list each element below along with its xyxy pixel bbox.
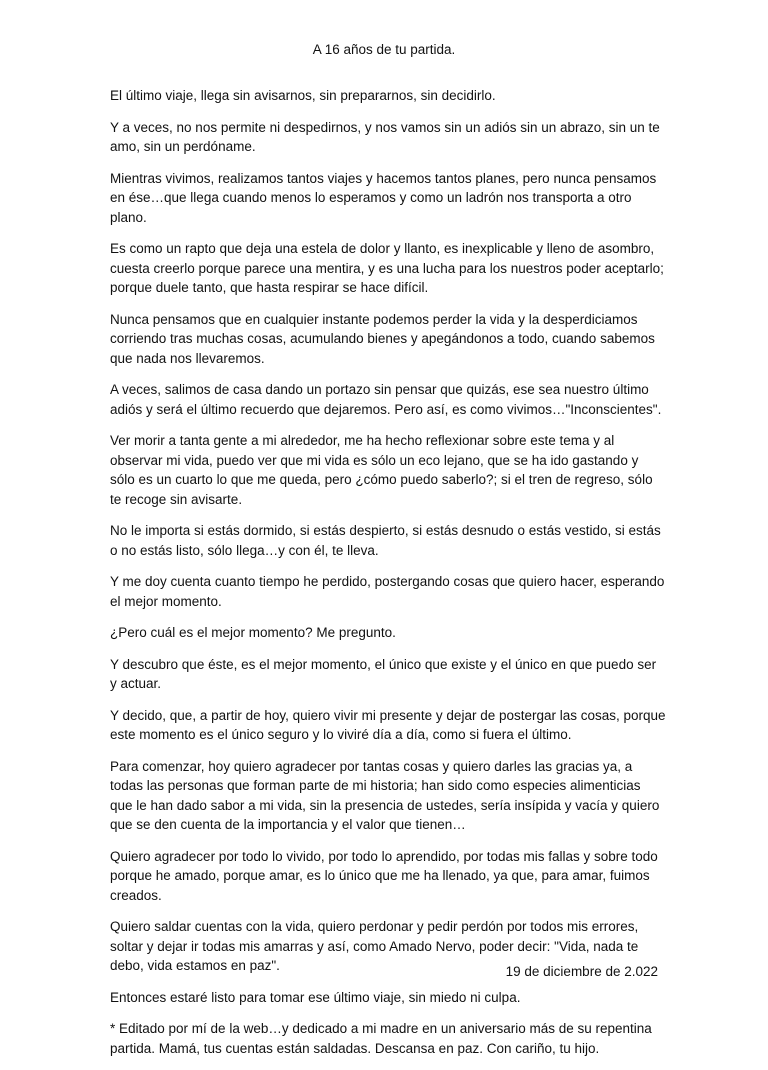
paragraph: Y descubro que éste, es el mejor momento, el único que existe y el único en que puedo ser y actuar. [110, 656, 657, 691]
paragraph: Es como un rapto que deja una estela de dolor y llanto, es inexplicable y lleno de asombro, cuesta creerlo porque parece una mentira, y es una lucha para los nuestros poder aceptarlo; porque duele tanto, que hasta respirar se hace difícil. [110, 241, 664, 295]
document-body [110, 86, 666, 1070]
paragraph: Y a veces, no nos permite ni despedirnos, y nos vamos sin un adiós sin un abrazo, sin un te amo, sin un perdóname. [110, 119, 660, 154]
paragraph: Nunca pensamos que en cualquier instante podemos perder la vida y la desperdiciamos corriendo tras muchas cosas, acumulando bienes y apegándonos a todo, cuando sabemos que nada nos llevaremos. [110, 311, 655, 366]
footnote-paragraph: * Editado por mí de la web…y dedicado a mi madre en un aniversario más de su repentina partida. Mamá, tus cuentas están saldadas. Descansa en paz. Con cariño, tu hijo. [110, 1021, 652, 1056]
document-title: A 16 años de tu partida. [312, 42, 456, 57]
paragraph: Y me doy cuenta cuanto tiempo he perdido, postergando cosas que quiero hacer, esperando el mejor momento. [110, 574, 665, 609]
paragraph: El último viaje, llega sin avisarnos, sin prepararnos, sin decidirlo. [110, 88, 496, 103]
paragraph: Quiero agradecer por todo lo vivido, por todo lo aprendido, por todas mis fallas y sobre todo porque he amado, porque amar, es lo único que me ha llenado, ya que, para amar, fuimos creados. [110, 848, 658, 903]
paragraph: ¿Pero cuál es el mejor momento? Me pregunto. [110, 625, 396, 640]
paragraph: Y decido, que, a partir de hoy, quiero vivir mi presente y dejar de postergar las cosas, porque este momento es el único seguro y lo viviré día a día, como si fuera el último. [110, 707, 666, 742]
document-date: 19 de diciembre de 2.022 [505, 964, 658, 979]
paragraph: Ver morir a tanta gente a mi alrededor, me ha hecho reflexionar sobre este tema y al observar mi vida, puedo ver que mi vida es sólo un eco lejano, que se ha ido gastando y sólo es un cuarto lo que me queda, pero ¿cómo puedo saberlo?; si el tren de regreso, sólo te recoge sin avisarte. [110, 433, 653, 507]
paragraph: No le importa si estás dormido, si estás despierto, si estás desnudo o estás vestido, si estás o no estás listo, sólo llega…y con él, te lleva. [110, 523, 661, 558]
paragraph: Mientras vivimos, realizamos tantos viajes y hacemos tantos planes, pero nunca pensamos en ése…que llega cuando menos lo esperamos y como un ladrón nos transporta a otro plano. [110, 170, 657, 225]
paragraph: A veces, salimos de casa dando un portazo sin pensar que quizás, ese sea nuestro último adiós y será el último recuerdo que dejaremos. Pero así, es como vivimos…"Inconscientes". [110, 382, 662, 417]
paragraph: Para comenzar, hoy quiero agradecer por tantas cosas y quiero darles las gracias ya, a todas las personas que forman parte de mi historia; han sido como especies alimenticias que le han dado sabor a mi vida, sin la presencia de ustedes, sería insípida y vacía y quiero que se den cuenta de la importancia y el valor que tienen… [110, 758, 660, 832]
paragraph: Quiero saldar cuentas con la vida, quiero perdonar y pedir perdón por todos mis errores, soltar y dejar ir todas mis amarras y así, como Amado Nervo, poder decir: "Vida, nada te debo, vida estamos en paz". [110, 919, 639, 973]
paragraph: Entonces estaré listo para tomar ese último viaje, sin miedo ni culpa. [110, 989, 521, 1005]
